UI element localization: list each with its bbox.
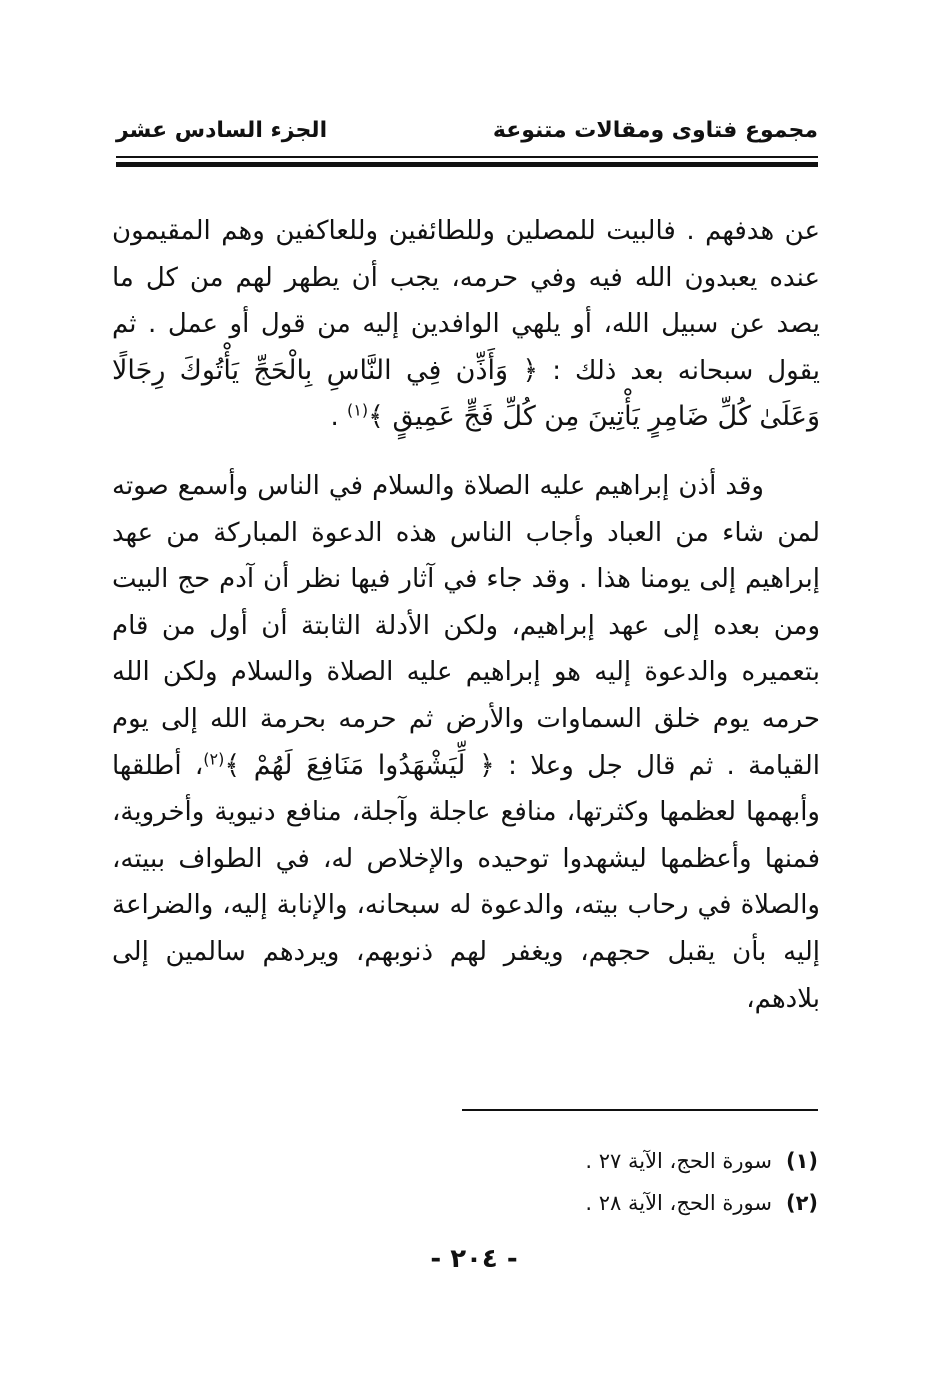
page-number: - ٢٠٤ - <box>430 1244 518 1274</box>
paragraph-2 <box>112 463 820 1022</box>
book-title: مجموع فتاوى ومقالات متنوعة <box>492 118 818 143</box>
paragraph-1 <box>112 208 820 441</box>
footnotes <box>400 1140 818 1224</box>
footnote-text: سورة الحج، الآية ٢٧ . <box>585 1149 772 1173</box>
paragraph-1-text: عن هدفهم . فالبيت للمصلين وللطائفين وللعاكفين وهم المقيمون عنده يعبدون الله فيه وفي حرمه، يجب أن يطهر لهم من كل ما يصد عن سبيل الله، أو يلهي الوافدين إليه من قول أو عمل . ثم يقول سبحانه بعد ذلك : <box>112 216 820 386</box>
footnote-text: سورة الحج، الآية ٢٨ . <box>585 1191 772 1215</box>
main-text <box>112 208 820 1022</box>
quran-verse-1: ﴿ وَأَذِّن فِي النَّاسِ بِالْحَجِّ يَأْتُوكَ رِجَالًا وَعَلَىٰ كُلِّ ضَامِرٍ يَأْتِينَ مِن كُلِّ فَجٍّ عَمِيقٍ ﴾ <box>112 354 820 433</box>
footnote-number: (١) <box>785 1149 818 1173</box>
header-rule-thin <box>116 156 818 158</box>
footnote-ref-2: (٢) <box>203 748 225 768</box>
quran-verse-2: ﴿ لِّيَشْهَدُوا مَنَافِعَ لَهُمْ ﴾ <box>224 749 495 781</box>
paragraph-2-text: وقد أذن إبراهيم عليه الصلاة والسلام في الناس وأسمع صوته لمن شاء من العباد وأجاب الناس هذه الدعوة المباركة من عهد إبراهيم إلى يومنا هذا . وقد جاء في آثار فيها نظر أن آدم حج البيت ومن بعده إلى عهد إبراهيم، ولكن الأدلة الثابتة أن أول من قام بتعميره والدعوة إليه هو إبراهيم عليه الصلاة والسلام ولكن الله حرمه يوم خلق السماوات والأرض ثم حرمه بحرمة الله إلى يوم القيامة . ثم قال جل وعلا : <box>112 470 820 781</box>
paragraph-2-rest: ، أطلقها وأبهمها لعظمها وكثرتها، منافع عاجلة وآجلة، منافع دنيوية وأخروية، فمنها وأعظمها ليشهدوا توحيده والإخلاص له، في الطواف ببيته، والصلاة في رحاب بيته، والدعوة له سبحانه، والإنابة إليه، والضراعة إليه بأن يقبل حجهم، ويغفر لهم ذنوبهم، ويردهم سالمين إلى بلادهم، <box>112 750 820 1014</box>
footnote-2 <box>400 1182 818 1224</box>
footnote-number: (٢) <box>785 1191 818 1215</box>
header-rule-thick <box>116 162 818 167</box>
volume-label: الجزء السادس عشر <box>116 118 328 143</box>
paragraph-1-end: . <box>330 402 348 433</box>
footnote-ref-1: (١) <box>347 400 369 420</box>
running-header <box>116 118 818 152</box>
footnote-1 <box>400 1140 818 1182</box>
footnote-separator <box>462 1109 818 1111</box>
